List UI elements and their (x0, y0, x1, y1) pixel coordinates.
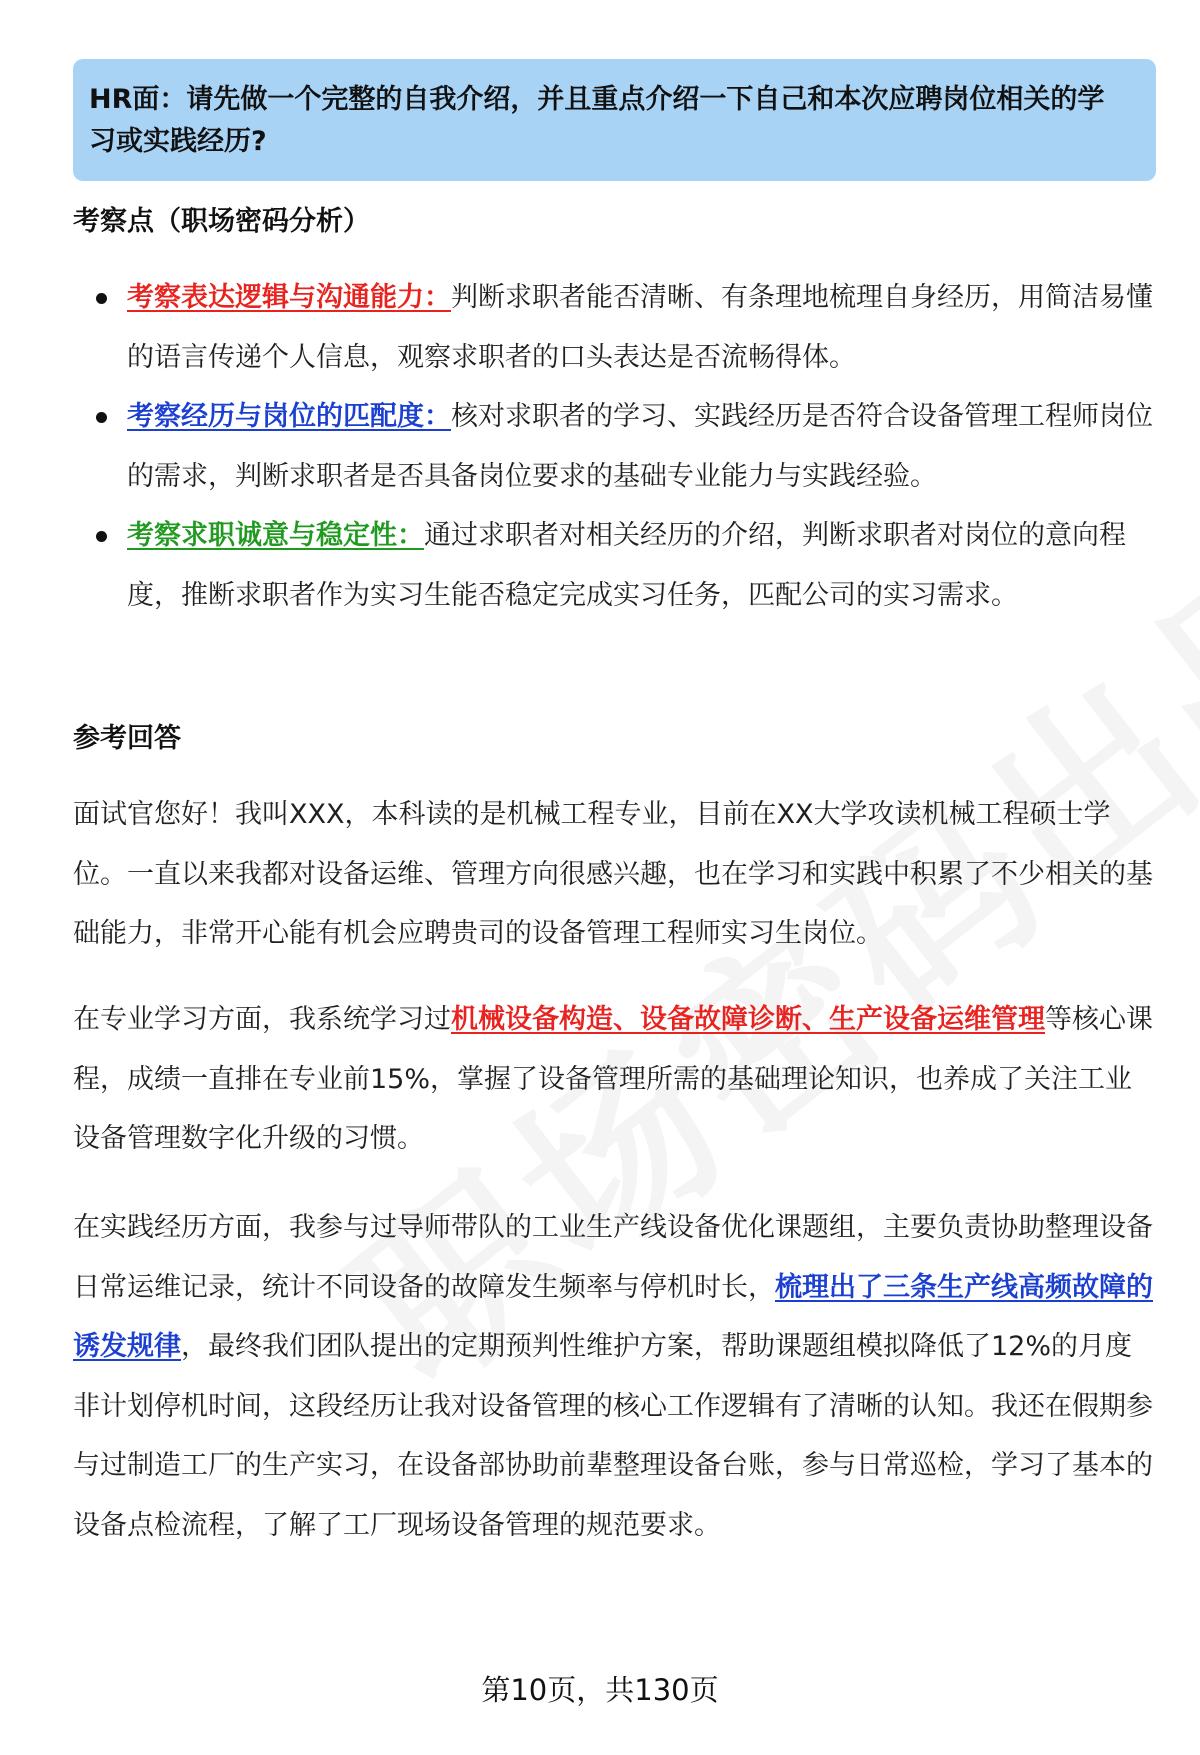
exam-point-text: 判断求职者能否清晰、有条理地梳理自身经历，用简洁易懂的语言传递个人信息，观察求职者的口头表达是否流畅得体。 (127, 282, 1153, 373)
exam-point-label: 考察求职诚意与稳定性： (127, 520, 424, 551)
study-courses-highlight: 机械设备构造、设备故障诊断、生产设备运维管理 (451, 1004, 1045, 1035)
exam-point-item (73, 268, 1153, 387)
exam-point-text: 通过求职者对相关经历的介绍，判断求职者对岗位的意向程度，推断求职者作为实习生能否稳定完成实习任务，匹配公司的实习需求。 (127, 520, 1126, 611)
answer-paragraph-study (73, 990, 1158, 1169)
exam-points-title: 考察点（职场密码分析） (73, 206, 370, 237)
bullet-dot-icon (96, 293, 107, 304)
answer-paragraph-intro: 面试官您好！我叫XXX，本科读的是机械工程专业，目前在XX大学攻读机械工程硕士学位。一直以来我都对设备运维、管理方向很感兴趣，也在学习和实践中积累了不少相关的基础能力，非常开心能有机会应聘贵司的设备管理工程师实习生岗位。 (73, 799, 1153, 949)
exam-point-text: 核对求职者的学习、实践经历是否符合设备管理工程师岗位的需求，判断求职者是否具备岗位要求的基础专业能力与实践经验。 (127, 401, 1153, 492)
study-text-before: 在专业学习方面，我系统学习过 (73, 1004, 451, 1035)
page-number: 第10页，共130页 (481, 1673, 719, 1707)
question-box (73, 59, 1156, 181)
question-text: HR面：请先做一个完整的自我介绍，并且重点介绍一下自己和本次应聘岗位相关的学习或实践经历? (89, 84, 1105, 157)
bullet-dot-icon (96, 531, 107, 542)
exam-points-list (73, 268, 1153, 625)
practice-text-before: 在实践经历方面，我参与过导师带队的工业生产线设备优化课题组，主要负责协助整理设备日常运维记录，统计不同设备的故障发生频率与停机时长， (73, 1212, 1153, 1303)
bullet-dot-icon (96, 412, 107, 423)
exam-point-item (73, 387, 1153, 506)
exam-point-label: 考察表达逻辑与沟通能力： (127, 282, 451, 313)
exam-point-item (73, 506, 1153, 625)
answer-paragraph-practice (73, 1198, 1158, 1555)
answer-title: 参考回答 (73, 723, 181, 754)
study-text-after: 等核心课程，成绩一直排在专业前15%，掌握了设备管理所需的基础理论知识，也养成了关注工业设备管理数字化升级的习惯。 (73, 1004, 1153, 1154)
exam-point-label: 考察经历与岗位的匹配度： (127, 401, 451, 432)
practice-text-after: ，最终我们团队提出的定期预判性维护方案，帮助课题组模拟降低了12%的月度非计划停机时间，这段经历让我对设备管理的核心工作逻辑有了清晰的认知。我还在假期参与过制造工厂的生产实习，在设备部协助前辈整理设备台账，参与日常巡检，学习了基本的设备点检流程，了解了工厂现场设备管理的规范要求。 (73, 1331, 1153, 1541)
practice-highlight: 梳理出了三条生产线高频故障的诱发规律 (73, 1271, 1153, 1362)
